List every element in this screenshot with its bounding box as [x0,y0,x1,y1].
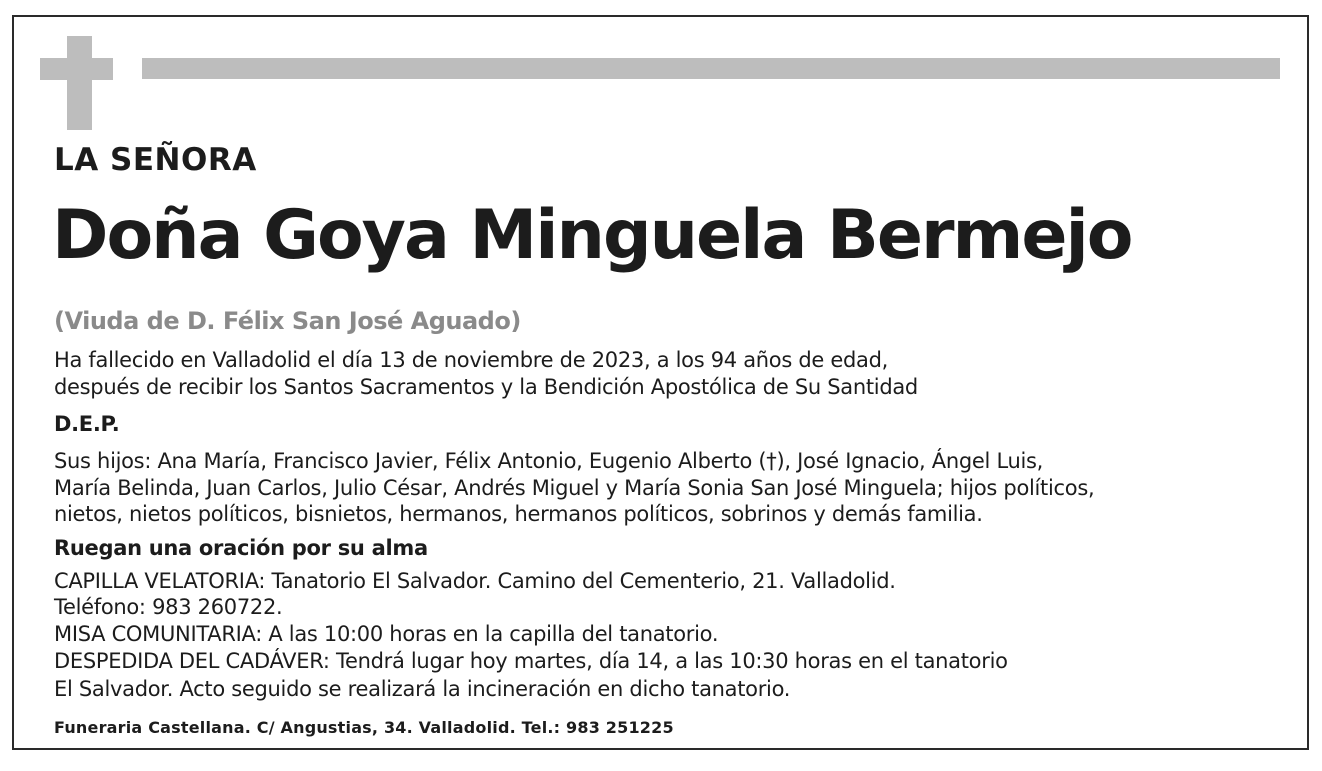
cross-icon-horizontal [40,58,113,80]
dep-label: D.E.P. [54,412,120,436]
funeral-home-footer: Funeraria Castellana. C/ Angustias, 34. Valladolid. Tel.: 983 251225 [54,718,674,737]
details-line-3: MISA COMUNITARIA: A las 10:00 horas en la capilla del tanatorio. [54,622,719,646]
title-label: LA SEÑORA [54,142,257,178]
announcement-line-2: después de recibir los Santos Sacramentos y la Bendición Apostólica de Su Santidad [54,375,918,399]
family-line-2: María Belinda, Juan Carlos, Julio César, Andrés Miguel y María Sonia San José Minguela; hijos políticos, [54,476,1095,500]
cross-icon-vertical [67,36,92,130]
deceased-name: Doña Goya Minguela Bermejo [52,196,1132,275]
family-line-3: nietos, nietos políticos, bisnietos, hermanos, hermanos políticos, sobrinos y demás familia. [54,502,983,526]
decorative-bar [142,58,1280,79]
details-line-5: El Salvador. Acto seguido se realizará la incineración en dicho tanatorio. [54,677,791,701]
widow-note: (Viuda de D. Félix San José Aguado) [54,307,521,335]
details-line-1: CAPILLA VELATORIA: Tanatorio El Salvador. Camino del Cementerio, 21. Valladolid. [54,569,896,593]
details-line-4: DESPEDIDA DEL CADÁVER: Tendrá lugar hoy martes, día 14, a las 10:30 horas en el tanatorio [54,649,1008,673]
announcement-line-1: Ha fallecido en Valladolid el día 13 de noviembre de 2023, a los 94 años de edad, [54,348,889,372]
family-line-1: Sus hijos: Ana María, Francisco Javier, Félix Antonio, Eugenio Alberto (†), José Ignacio, Ángel Luis, [54,449,1044,473]
details-line-2: Teléfono: 983 260722. [54,595,283,619]
prayer-request: Ruegan una oración por su alma [54,536,428,560]
